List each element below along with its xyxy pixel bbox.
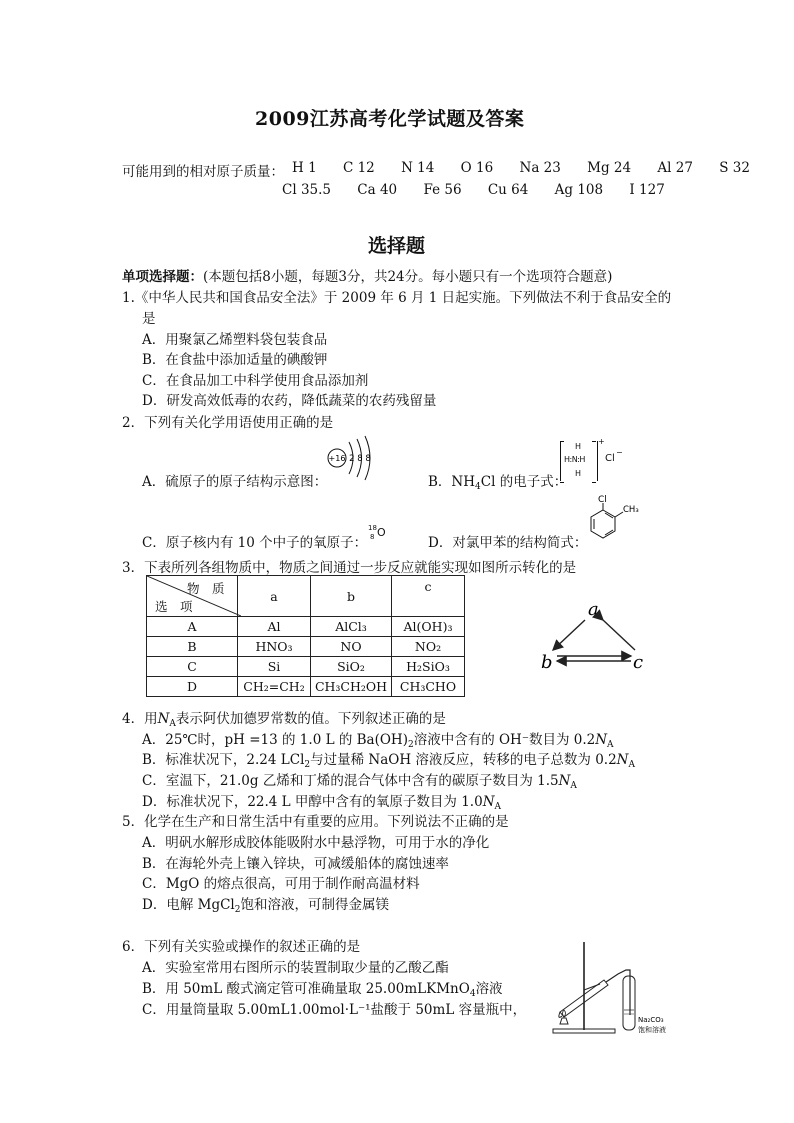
mass-h: H 1 — [292, 160, 317, 176]
atomic-mass-list-2 — [282, 182, 665, 198]
q6-option-b — [142, 977, 503, 999]
q6-stem: 6．下列有关实验或操作的叙述正确的是 — [122, 939, 361, 955]
q4-option-b — [142, 748, 635, 770]
table-row — [147, 657, 465, 677]
instruction-bold: 单项选择题： — [122, 269, 203, 285]
q4-b-pre: B．标准状况下，2.24 LCl — [142, 752, 305, 768]
conversion-diagram — [535, 598, 655, 678]
q2-option-d: D．对氯甲苯的结构简式： — [428, 535, 588, 551]
row-option: A — [147, 617, 238, 637]
nh4-h-top: H — [575, 442, 582, 451]
table-row — [147, 677, 465, 697]
q4-stem — [122, 707, 446, 729]
q4-b-sub: 2 — [304, 760, 311, 770]
q3-table — [146, 575, 465, 697]
atomic-mass-label: 可能用到的相对原子质量： — [122, 164, 284, 180]
row-b: NO — [311, 637, 392, 657]
q1-option-d: D．研发高效低毒的农药，降低蔬菜的农药残留量 — [142, 393, 437, 409]
na-symbol: N — [482, 794, 495, 810]
q4-option-d — [142, 790, 501, 812]
node-b: b — [541, 652, 553, 673]
row-option: D — [147, 677, 238, 697]
nh4-charge: + — [598, 437, 605, 446]
q3-stem: 3．下表所列各组物质中，物质之间通过一步反应就能实现如图所示转化的是 — [122, 560, 577, 576]
row-a: Si — [238, 657, 311, 677]
q4-option-c — [142, 769, 577, 791]
node-c: c — [633, 652, 644, 673]
q1-stem: 1.《中华人民共和国食品安全法》于 2009 年 6 月 1 日起实施。下列做法不利于食品安全的 — [122, 290, 672, 306]
header-substance: 物 质 — [187, 581, 225, 596]
nh4-h-bottom: H — [575, 469, 582, 478]
atomic-mass-list-1 — [292, 160, 750, 176]
q6-option-a: A．实验室常用右图所示的装置制取少量的乙酸乙酯 — [142, 960, 449, 976]
q6-b-post: 溶液 — [475, 981, 503, 997]
na-sub: A — [169, 719, 176, 729]
na-sub: A — [570, 781, 577, 791]
row-a: Al — [238, 617, 311, 637]
arrow-c-to-a — [603, 620, 635, 650]
na-symbol: N — [157, 711, 170, 727]
oxygen-isotope — [368, 524, 392, 548]
row-c: NO₂ — [392, 637, 465, 657]
mass-na: Na 23 — [519, 160, 561, 176]
mass-al: Al 27 — [657, 160, 693, 176]
mass-cu: Cu 64 — [487, 182, 529, 198]
isotope-mass: 18 — [368, 524, 377, 532]
q6-b-pre: B．用 50mL 酸式滴定管可准确量取 25.00mLKMnO — [142, 981, 470, 997]
mass-n: N 14 — [401, 160, 435, 176]
row-c: Al(OH)₃ — [392, 617, 465, 637]
arrow-a-to-b — [553, 620, 585, 650]
na-symbol: N — [595, 732, 608, 748]
q5-option-d — [142, 893, 389, 915]
instruction — [122, 265, 612, 285]
table-row — [147, 637, 465, 657]
table-header-row — [147, 576, 465, 617]
q5-option-a: A．明矾水解形成胶体能吸附水中悬浮物，可用于水的净化 — [142, 835, 490, 851]
q2-b-pre: B．NH — [428, 474, 476, 490]
row-b: SiO₂ — [311, 657, 392, 677]
q5-option-c: C．MgO 的熔点很高，可用于制作耐高温材料 — [142, 876, 420, 892]
page-title: 2009江苏高考化学试题及答案 — [255, 108, 525, 130]
isotope-number: 8 — [370, 533, 375, 541]
header-c: c — [392, 576, 465, 617]
na-sub: A — [494, 802, 502, 812]
mass-mg: Mg 24 — [587, 160, 632, 176]
na-sub: A — [628, 760, 635, 770]
mass-fe: Fe 56 — [423, 182, 462, 198]
cl-charge: − — [616, 448, 623, 457]
q4-stem-pre: 4．用 — [122, 711, 158, 727]
structure-ch3: CH₃ — [623, 505, 639, 515]
ester-apparatus-diagram — [548, 940, 678, 1040]
q5-d-pre: D．电解 MgCl — [142, 897, 235, 913]
header-b: b — [311, 576, 392, 617]
header-a: a — [238, 576, 311, 617]
q4-c-text: C．室温下，21.0g 乙烯和丁烯的混合气体中含有的碳原子数目为 1.5 — [142, 773, 559, 789]
instruction-text: (本题包括8小题，每题3分，共24分。每小题只有一个选项符合题意) — [203, 269, 613, 285]
node-a: a — [588, 599, 599, 620]
q2-option-b — [428, 470, 567, 492]
q2-option-a: A．硫原子的原子结构示意图： — [142, 474, 328, 490]
q4-b-post: 与过量稀 NaOH 溶液反应，转移的电子总数为 0.2 — [310, 752, 617, 768]
section-title: 选择题 — [368, 235, 426, 257]
q4-stem-post: 表示阿伏加德罗常数的值。下列叙述正确的是 — [175, 711, 446, 727]
isotope-symbol: O — [377, 526, 386, 539]
table-header-diagonal — [147, 576, 238, 617]
q2-b-post: Cl 的电子式： — [480, 474, 568, 490]
row-c: H₂SiO₃ — [392, 657, 465, 677]
sulfur-nucleus: +16 — [328, 454, 346, 463]
header-option: 选 项 — [155, 599, 193, 614]
cl-ion: Cl — [605, 453, 615, 464]
q1-option-c: C．在食品加工中科学使用食品添加剂 — [142, 373, 369, 389]
q5-d-post: 饱和溶液，可制得金属镁 — [240, 897, 389, 913]
na-symbol: N — [616, 752, 629, 768]
q4-a-post: 溶液中含有的 OH⁻数目为 0.2 — [413, 732, 596, 748]
q5-d-sub: 2 — [234, 905, 241, 915]
na-sub: A — [607, 740, 614, 750]
sulfur-atom-diagram — [327, 434, 381, 484]
q4-a-sub: 2 — [407, 740, 414, 750]
q4-d-text: D．标准状况下，22.4 L 甲醇中含有的氧原子数目为 1.0 — [142, 794, 483, 810]
nh4-core: H:N:H — [564, 455, 585, 464]
row-b: CH₃CH₂OH — [311, 677, 392, 697]
mass-cl: Cl 35.5 — [282, 182, 331, 198]
mass-ca: Ca 40 — [357, 182, 398, 198]
apparatus-label-na2co3: Na₂CO₃ — [638, 1016, 664, 1024]
q4-option-a — [142, 728, 614, 750]
q2-b-sub: 4 — [475, 482, 481, 492]
mass-s: S 32 — [719, 160, 750, 176]
row-a: HNO₃ — [238, 637, 311, 657]
sulfur-shells: 2 8 8 — [349, 454, 371, 464]
row-c: CH₃CHO — [392, 677, 465, 697]
q2-stem: 2．下列有关化学用语使用正确的是 — [122, 415, 334, 431]
mass-o: O 16 — [460, 160, 494, 176]
row-b: AlCl₃ — [311, 617, 392, 637]
row-option: B — [147, 637, 238, 657]
q1-option-b: B．在食盐中添加适量的碘酸钾 — [142, 352, 328, 368]
chlorotoluene-structure — [583, 494, 643, 548]
structure-cl: Cl — [598, 495, 607, 505]
apparatus-label-solution: 饱和溶液 — [638, 1026, 666, 1034]
na-symbol: N — [558, 773, 571, 789]
mass-ag: Ag 108 — [554, 182, 604, 198]
row-option: C — [147, 657, 238, 677]
q5-option-b: B．在海轮外壳上镶入锌块，可减缓船体的腐蚀速率 — [142, 856, 449, 872]
nh4cl-electron-formula — [560, 437, 640, 483]
q1-option-a: A．用聚氯乙烯塑料袋包装食品 — [142, 332, 328, 348]
q2-option-c: C．原子核内有 10 个中子的氧原子： — [142, 535, 368, 551]
q6-b-sub: 4 — [469, 989, 476, 999]
q5-stem: 5．化学在生产和日常生活中有重要的应用。下列说法不正确的是 — [122, 814, 509, 830]
mass-i: I 127 — [629, 182, 665, 198]
q1-stem-2: 是 — [142, 311, 156, 327]
row-a: CH₂=CH₂ — [238, 677, 311, 697]
q6-option-c: C．用量筒量取 5.00mL1.00mol·L⁻¹盐酸于 50mL 容量瓶中， — [142, 1002, 527, 1018]
q4-a-pre: A．25℃时，pH =13 的 1.0 L 的 Ba(OH) — [142, 732, 408, 748]
mass-c: C 12 — [342, 160, 375, 176]
table-row — [147, 617, 465, 637]
